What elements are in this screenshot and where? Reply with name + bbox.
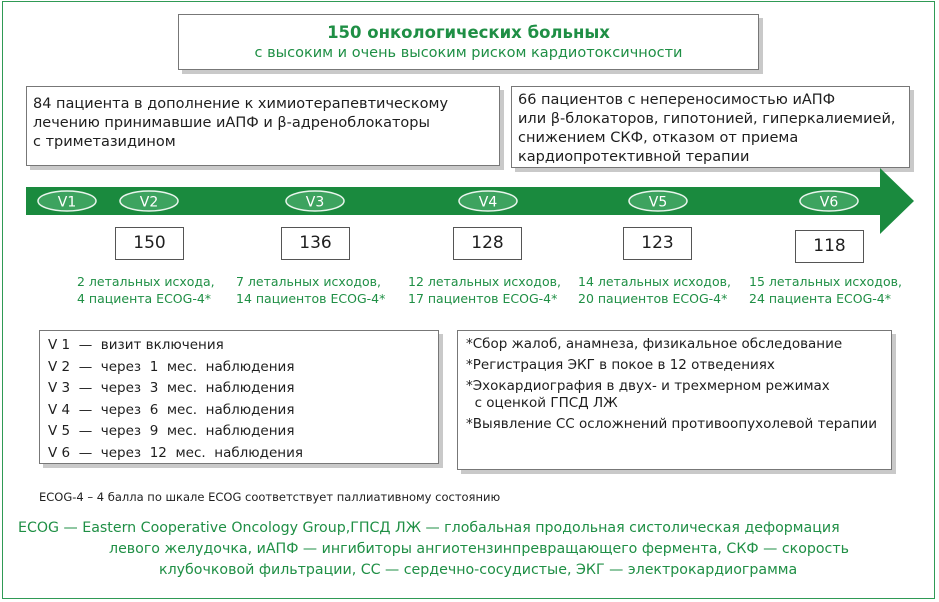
title-line-1: 150 онкологических больных xyxy=(327,23,610,42)
visit-label-v1: V1 xyxy=(57,194,77,211)
group-intolerance-line: 66 пациентов с непереносимостью иАПФ xyxy=(518,92,836,108)
group-intolerance-line: кардиопротективной терапии xyxy=(518,149,750,165)
group-intolerance-box xyxy=(511,86,910,168)
visit-marker-v2 xyxy=(120,191,178,211)
legend-item: V 5 — через 9 мес. наблюдения xyxy=(48,423,295,439)
method-item: *Регистрация ЭКГ в покое в 12 отведениях xyxy=(466,357,775,373)
visit-label-v5: V5 xyxy=(648,194,668,211)
abbreviation-line: ECOG — Eastern Cooperative Oncology Group,ГПСД ЛЖ — глобальная продольная систолическая деформация xyxy=(18,520,840,536)
visit-label-v2: V2 xyxy=(139,194,159,211)
count-v5: 123 xyxy=(623,227,692,260)
count-v4: 128 xyxy=(453,227,522,260)
outcome-line: 14 пациентов ECOG-4* xyxy=(236,291,386,306)
abbreviations xyxy=(14,518,914,581)
outcome-line: 12 летальных исходов, xyxy=(408,274,561,289)
outcome-line: 20 пациентов ECOG-4* xyxy=(578,291,728,306)
outcome-line: 2 летальных исхода, xyxy=(77,274,215,289)
group-ace-beta-line: лечению принимавшие иАПФ и β-адреноблокаторы xyxy=(33,115,430,131)
visit-label-v4: V4 xyxy=(478,194,498,211)
timeline-arrow xyxy=(0,164,939,234)
outcome-v5 xyxy=(578,273,731,307)
visit-label-v3: V3 xyxy=(305,194,325,211)
group-ace-beta-line: с триметазидином xyxy=(33,134,176,150)
visit-marker-v4 xyxy=(459,191,517,211)
legend-item: V 2 — через 1 мес. наблюдения xyxy=(48,358,295,375)
abbreviation-line: клубочковой фильтрации, СС — сердечно-сосудистые, ЭКГ — электрокардиограмма xyxy=(159,562,798,578)
visit-marker-v5 xyxy=(629,191,687,211)
outcome-line: 17 пациентов ECOG-4* xyxy=(408,291,558,306)
methods-list xyxy=(457,330,892,470)
outcome-v2 xyxy=(77,273,215,307)
legend-item: V 4 — через 6 мес. наблюдения xyxy=(48,401,295,418)
method-item: *Эхокардиография в двух- и трехмерном режимах xyxy=(466,378,830,394)
outcome-v4 xyxy=(408,273,561,307)
visit-marker-v1 xyxy=(38,191,96,211)
title-box xyxy=(178,14,759,70)
visit-marker-v3 xyxy=(286,191,344,211)
legend-item: V 1 — визит включения xyxy=(48,337,224,353)
ecog-footnote: ECOG-4 – 4 балла по шкале ECOG соответствует паллиативному состоянию xyxy=(39,490,501,504)
legend-item: V 6 — через 12 мес. наблюдения xyxy=(48,444,304,461)
group-ace-beta-line: 84 пациента в дополнение к химиотерапевтическому xyxy=(33,96,449,112)
outcome-v3 xyxy=(236,273,385,307)
visit-label-v6: V6 xyxy=(819,194,839,211)
count-v6: 118 xyxy=(795,230,864,263)
group-ace-beta-box xyxy=(26,86,500,166)
title-line-2: с высоким и очень высоким риском кардиотоксичности xyxy=(254,45,683,61)
visit-legend xyxy=(39,330,439,464)
outcome-line: 4 пациента ECOG-4* xyxy=(77,291,212,306)
method-item: *Выявление СС осложнений противоопухолевой терапии xyxy=(466,416,877,432)
count-v3: 136 xyxy=(281,227,350,260)
visit-marker-v6 xyxy=(800,191,858,211)
outcome-line: 15 летальных исходов, xyxy=(749,274,902,289)
group-intolerance-line: снижением СКФ, отказом от приема xyxy=(518,130,799,146)
legend-item: V 3 — через 3 мес. наблюдения xyxy=(48,380,295,396)
abbreviation-line: левого желудочка, иАПФ — ингибиторы ангиотензинпревращающего фермента, СКФ — скорость xyxy=(109,541,849,557)
outcome-line: 24 пациента ECOG-4* xyxy=(749,291,891,306)
outcome-line: 14 летальных исходов, xyxy=(578,274,731,289)
outcome-line: 7 летальных исходов, xyxy=(236,274,381,289)
group-intolerance-line: или β-блокаторов, гипотонией, гиперкалиемией, xyxy=(518,111,896,127)
method-item: *Сбор жалоб, анамнеза, физикальное обследование xyxy=(466,336,843,352)
outcome-v6 xyxy=(749,273,902,307)
method-item: с оценкой ГПСД ЛЖ xyxy=(466,395,618,411)
count-v2: 150 xyxy=(115,227,184,260)
